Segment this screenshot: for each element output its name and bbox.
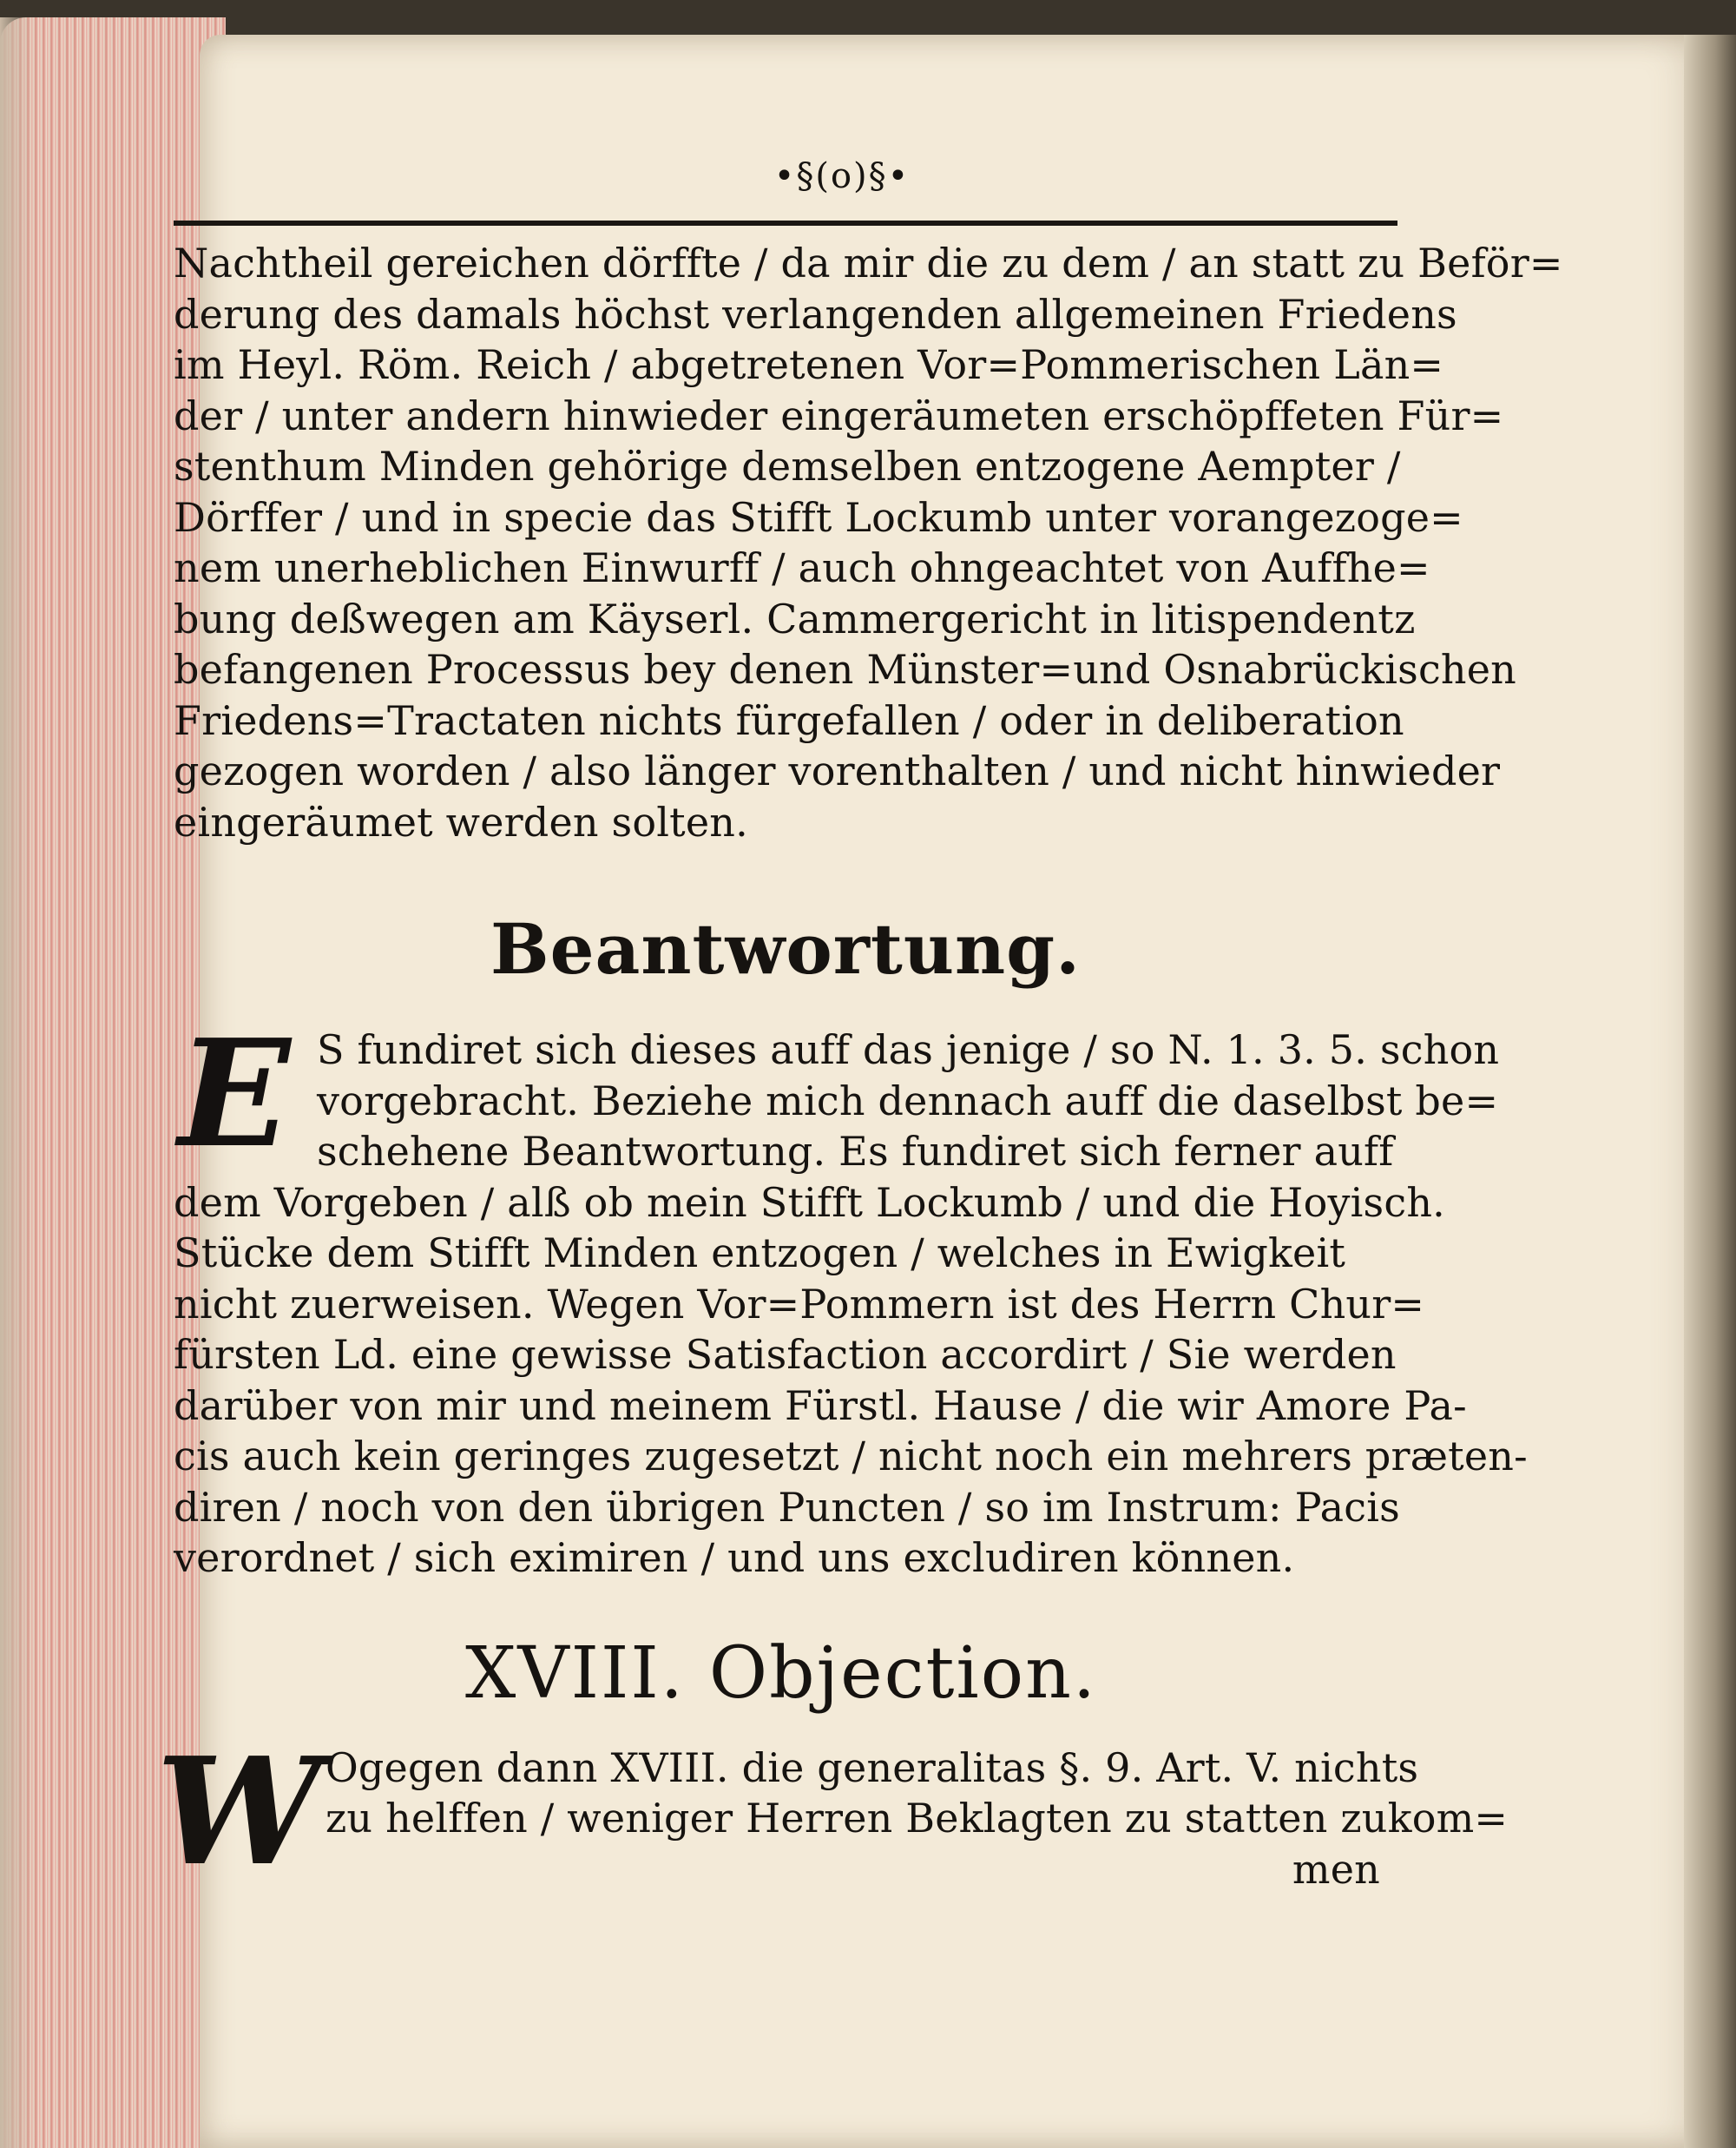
text-line: derung des damals höchst verlangenden allgemeinen Friedens [174, 290, 1457, 338]
paragraph-2 [174, 1007, 1528, 1584]
text-line: stenthum Minden gehörige demselben entzogene Aempter / [174, 443, 1401, 490]
text-line: vorgebracht. Beziehe mich dennach auff die daselbst be= [317, 1077, 1499, 1124]
paragraph-3 [156, 1724, 1509, 1899]
text-line: nem unerheblichen Einwurff / auch ohngeachtet von Auffhe= [174, 544, 1430, 591]
text-line: S fundiret sich dieses auff das jenige / so N. 1. 3. 5. schon [317, 1026, 1500, 1073]
text-line: im Heyl. Röm. Reich / abgetretenen Vor=Pommerischen Län= [174, 341, 1444, 388]
page-text [156, 156, 1563, 1899]
text-line: cis auch kein geringes zugesetzt / nicht noch ein mehrers præten- [174, 1433, 1528, 1479]
catchword: men [1292, 1845, 1380, 1893]
section-heading-beantwortung: Beantwortung. [490, 908, 1081, 990]
decorated-initial: E [178, 1007, 291, 1181]
text-line: darüber von mir und meinem Fürstl. Hause / die wir Amore Pa- [174, 1381, 1467, 1429]
text-line: zu helffen / weniger Herren Beklagten zu statten zukom= [326, 1795, 1509, 1842]
text-line: nicht zuerweisen. Wegen Vor=Pommern ist des Herrn Chur= [174, 1280, 1425, 1328]
text-line: verordnet / sich eximiren / und uns excludiren können. [174, 1534, 1295, 1581]
text-line: Ogegen dann XVIII. die generalitas §. 9. Art. V. nichts [326, 1743, 1419, 1791]
text-line: Friedens=Tractaten nichts fürgefallen / oder in deliberation [174, 696, 1404, 744]
text-line: fürsten Ld. eine gewisse Satisfaction accordirt / Sie werden [174, 1331, 1397, 1378]
text-line: befangenen Processus bey denen Münster=und Osnabrückischen [174, 646, 1516, 693]
text-line: Stücke dem Stifft Minden entzogen / welches in Ewigkeit [174, 1229, 1346, 1276]
decorated-initial: W [156, 1724, 323, 1899]
text-line: der / unter andern hinwieder eingeräumeten erschöpffeten Für= [174, 392, 1504, 439]
section-heading-objection: XVIII. Objection. [465, 1631, 1097, 1715]
text-line: schehene Beantwortung. Es fundiret sich ferner auff [317, 1128, 1394, 1175]
text-line: diren / noch von den übrigen Puncten / so im Instrum: Pacis [174, 1483, 1400, 1531]
text-line: gezogen worden / also länger vorenthalten / und nicht hinwieder [174, 748, 1501, 794]
book-gutter [1684, 35, 1736, 2148]
text-line: Nachtheil gereichen dörffte / da mir die zu dem / an statt zu Beför= [174, 240, 1563, 287]
text-line: dem Vorgeben / alß ob mein Stifft Lockumb / und die Hoyisch. [174, 1178, 1445, 1226]
text-line: eingeräumet werden solten. [174, 798, 748, 846]
paragraph-1 [174, 238, 1563, 847]
text-line: Dörffer / und in specie das Stifft Lockumb unter vorangezoge= [174, 493, 1463, 541]
page-number: •§(o)§• [773, 156, 911, 196]
header-rule [174, 221, 1397, 226]
text-line: bung deßwegen am Käyserl. Cammergericht in litispendentz [174, 595, 1416, 642]
